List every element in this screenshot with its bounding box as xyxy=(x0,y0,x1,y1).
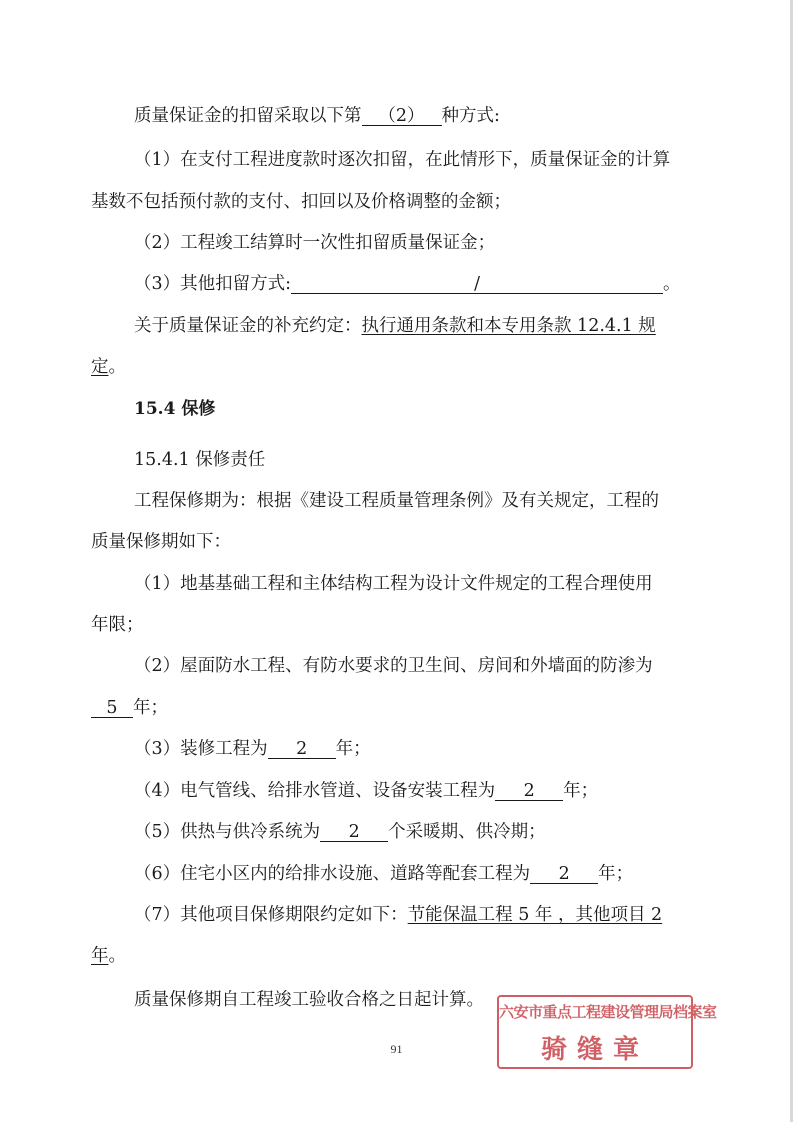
item-5-line xyxy=(0,820,793,844)
item-3-suffix: 年； xyxy=(335,739,371,759)
supplement-continued xyxy=(0,355,793,379)
supplement-line xyxy=(0,314,793,338)
item-1-text: （1）地基基础工程和主体结构工程为设计文件规定的工程合理使用 xyxy=(134,574,653,594)
warranty-period-continued xyxy=(0,530,793,554)
item-3-blank: 2 xyxy=(268,737,336,759)
page-number: 91 xyxy=(390,1042,403,1056)
item-7-text: （7）其他项目保修期限约定如下： xyxy=(134,905,408,925)
item-5-text: （5）供热与供冷系统为 xyxy=(134,822,321,842)
item-1-line xyxy=(0,572,793,596)
item-6-line xyxy=(0,862,793,886)
option-1-continued-text: 基数不包括预付款的支付、扣回以及价格调整的金额； xyxy=(91,192,511,212)
option-3-text: （3）其他扣留方式: xyxy=(134,274,292,294)
item-4-text: （4）电气管线、给排水管道、设备安装工程为 xyxy=(134,781,496,801)
option-3-suffix: 。 xyxy=(663,274,681,294)
item-3-text: （3）装修工程为 xyxy=(134,739,268,759)
supplement-suffix: 。 xyxy=(108,357,126,377)
warranty-start-text: 质量保修期自工程竣工验收合格之日起计算。 xyxy=(134,990,484,1010)
warranty-period-line xyxy=(0,489,793,513)
warranty-period-continued-text: 质量保修期如下： xyxy=(91,532,231,552)
supplement-label: 关于质量保证金的补充约定： xyxy=(134,316,362,336)
seal-type: 骑缝章 xyxy=(540,1035,649,1065)
warranty-period-text: 工程保修期为：根据《建设工程质量管理条例》及有关规定，工程的 xyxy=(134,491,659,511)
item-4-blank: 2 xyxy=(495,779,563,801)
item-7-value: 节能保温工程 5 年 ，其他项目 2 xyxy=(407,905,663,925)
option-1-text: （1）在支付工程进度款时逐次扣留，在此情形下，质量保证金的计算 xyxy=(134,150,671,170)
item-6-text: （6）住宅小区内的给排水设施、道路等配套工程为 xyxy=(134,864,531,884)
seal-org-name: 六安市重点工程建设管理局档案室 xyxy=(499,1003,717,1021)
option-2-text: （2）工程竣工结算时一次性扣留质量保证金； xyxy=(134,233,496,253)
item-1-continued-text: 年限； xyxy=(91,615,144,635)
item-2-text: （2）屋面防水工程、有防水要求的卫生间、房间和外墙面的防渗为 xyxy=(134,656,653,676)
option-3-blank: / xyxy=(291,272,663,294)
option-3-line xyxy=(0,272,793,296)
supplement-value: 执行通用条款和本专用条款 12.4.1 规 xyxy=(361,316,656,336)
item-5-suffix: 个采暖期、供冷期； xyxy=(388,822,546,842)
item-6-suffix: 年； xyxy=(598,864,634,884)
item-4-suffix: 年； xyxy=(563,781,599,801)
item-4-line xyxy=(0,779,793,803)
retention-method-suffix: 种方式: xyxy=(441,106,500,126)
item-7-continued xyxy=(0,944,793,968)
item-7-value-continued: 年 xyxy=(91,946,109,966)
section-heading-15-4 xyxy=(0,397,793,421)
item-7-line xyxy=(0,903,793,927)
retention-method-text: 质量保证金的扣留采取以下第 xyxy=(134,106,362,126)
retention-method-blank: （2） xyxy=(362,104,442,126)
seal-stamp xyxy=(497,995,717,1069)
item-2-suffix: 年； xyxy=(133,698,168,718)
item-3-line xyxy=(0,737,793,761)
item-2-line xyxy=(0,654,793,678)
supplement-value-continued: 定 xyxy=(91,357,109,377)
option-2-line xyxy=(0,231,793,255)
item-6-blank: 2 xyxy=(530,862,598,884)
item-2-blank: 5 xyxy=(91,696,133,718)
section-heading-15-4-text: 15.4 保修 xyxy=(134,399,216,419)
item-1-continued xyxy=(0,613,793,637)
item-5-blank: 2 xyxy=(320,820,388,842)
option-1-continued xyxy=(0,190,793,214)
section-heading-15-4-1-text: 15.4.1 保修责任 xyxy=(134,450,266,470)
item-7-suffix: 。 xyxy=(108,946,126,966)
section-heading-15-4-1 xyxy=(0,448,793,472)
retention-method-line xyxy=(0,104,793,128)
option-1-line xyxy=(0,148,793,172)
item-2-continued xyxy=(0,696,793,720)
